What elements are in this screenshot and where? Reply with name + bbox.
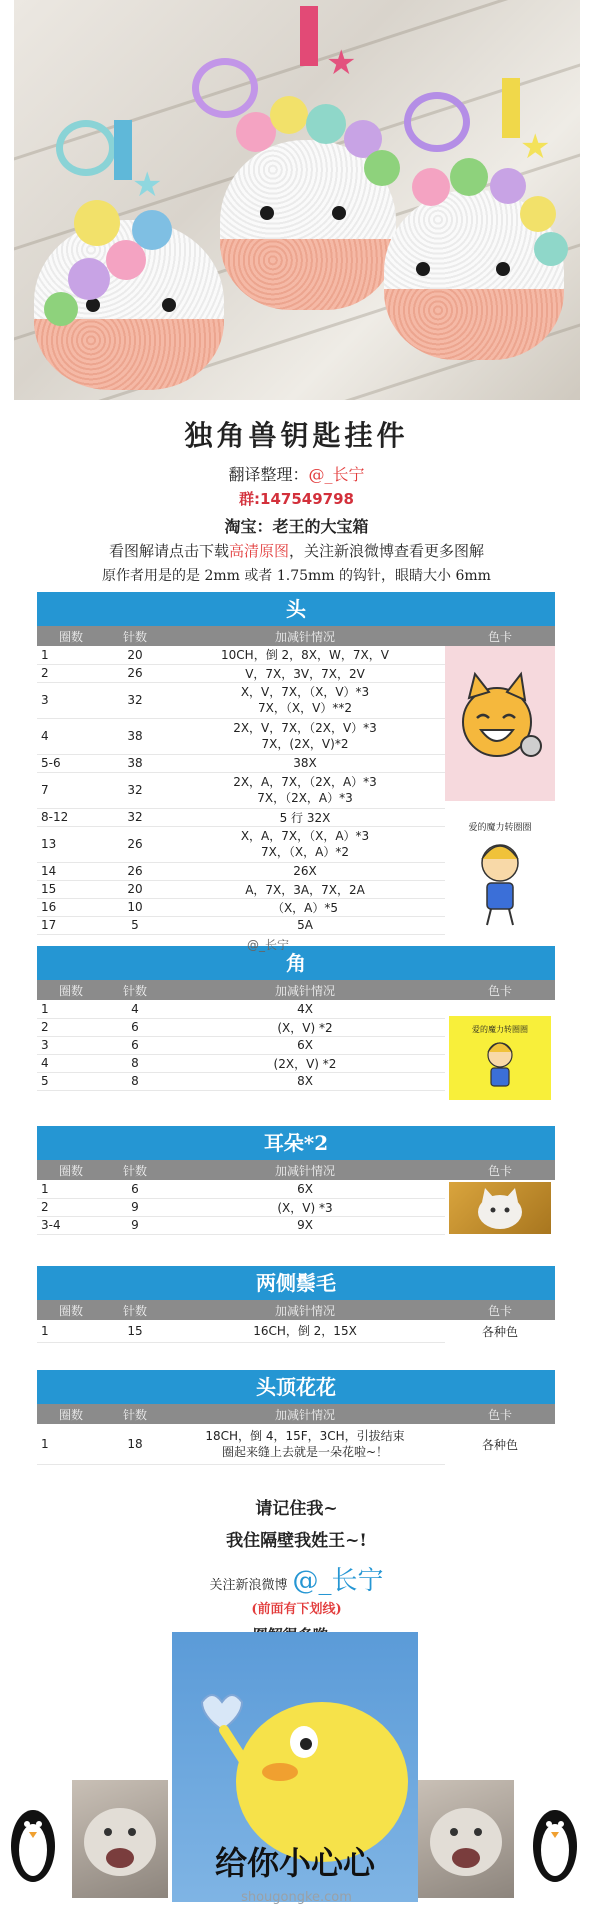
table-row: 2 6 (X，V) *2 (37, 1018, 555, 1036)
section-top-flowers-title: 头顶花花 (37, 1370, 555, 1404)
table-row: 3 6 6X (37, 1036, 555, 1054)
qq-group: 群:147549798 (239, 490, 354, 508)
col-stitches: 针数 (105, 626, 165, 646)
section-horn-title: 角 (37, 946, 555, 980)
col-round: 圈数 (37, 1404, 105, 1424)
section-ear-title: 耳朵*2 (37, 1126, 555, 1160)
table-row: 5-6 38 38X (37, 754, 555, 772)
table-row: 2 26 V，7X，3V，7X，2V (37, 664, 555, 682)
note-download-suffix: ，关注新浪微博查看更多图解 (289, 542, 485, 560)
follow-prefix: 关注新浪微博 (209, 1578, 288, 1593)
note-download (0, 540, 593, 561)
laughing-cat-right (418, 1780, 514, 1898)
col-detail: 加减针情况 (165, 1300, 445, 1320)
closing-neighbor: 我住隔壁我姓王~! (226, 1531, 367, 1551)
shop-name: 淘宝：老王的大宝箱 (224, 517, 369, 536)
closing-follow (0, 1560, 593, 1597)
table-row: 1 18 18CH，倒 4，15F，3CH，引拔结束 圈起来缝上去就是一朵花啦~！ 各种色 (37, 1424, 555, 1464)
section-top-flowers (37, 1370, 555, 1465)
cat-sticker (445, 646, 555, 801)
col-detail: 加减针情况 (165, 626, 445, 646)
girl-icon (445, 833, 555, 929)
translator-name[interactable]: @_长宁 (308, 465, 365, 484)
top-flowers-pattern-table (37, 1404, 555, 1465)
col-color: 色卡 (445, 626, 555, 646)
sticker-caption: 爱的魔力转圈圈 (472, 1025, 528, 1034)
section-ear (37, 1126, 555, 1235)
sticker-caption: 爱的魔力转圈圈 (468, 823, 532, 833)
col-stitches: 针数 (105, 1404, 165, 1424)
col-round: 圈数 (37, 626, 105, 646)
table-row: 4 8 (2X，V) *2 (37, 1054, 555, 1072)
table-row: 3 32 X，V，7X，（X，V）*3 7X，（X，V）**2 (37, 682, 555, 718)
site-watermark: shougongke.com (241, 1890, 352, 1905)
col-color: 色卡 (445, 980, 555, 1000)
closing-remember: 请记住我~ (255, 1499, 338, 1519)
table-row: 5 8 8X (37, 1072, 555, 1090)
hd-image-link[interactable]: 高清原图 (228, 542, 289, 560)
table-row: 1 15 16CH，倒 2，15X 各种色 (37, 1320, 555, 1342)
col-detail: 加减针情况 (165, 1404, 445, 1424)
meme-caption: 给你小心心 (214, 1844, 375, 1882)
col-stitches: 针数 (105, 1300, 165, 1320)
cat-icon (449, 1182, 551, 1234)
col-round: 圈数 (37, 1300, 105, 1320)
col-color: 色卡 (445, 1300, 555, 1320)
col-detail: 加减针情况 (165, 1160, 445, 1180)
section-horn (37, 938, 555, 1091)
note-download-prefix: 看图解请点击下载 (108, 542, 229, 560)
table-row: 7 32 2X，A，7X，（2X，A）*3 7X，（2X，A）*3 (37, 772, 555, 808)
weibo-watermark: @_长宁 (247, 938, 290, 952)
spinning-girl-sticker-yellow (449, 1016, 551, 1100)
col-color: 色卡 (445, 1404, 555, 1424)
table-row: 15 20 A，7X，3A，7X，2A (37, 880, 555, 898)
col-stitches: 针数 (105, 980, 165, 1000)
table-row: 1 20 10CH，倒 2，8X，W，7X，V (37, 646, 555, 664)
cat-face-icon (445, 646, 555, 801)
col-color: 色卡 (445, 1160, 555, 1180)
section-side-hair (37, 1266, 555, 1343)
table-row: 3-4 9 9X (37, 1216, 555, 1234)
section-head (37, 592, 555, 935)
table-row: 13 26 X，A，7X，（X，A）*3 7X，（X，A）*2 (37, 826, 555, 862)
unicorn-keychain-photo: ★ ★ ★ (14, 0, 580, 400)
girl-icon (449, 1035, 551, 1095)
translator-line (0, 462, 593, 485)
table-row: 14 26 26X (37, 862, 555, 880)
table-row: 1 4 4X (37, 1000, 555, 1018)
table-row: 17 5 5A (37, 916, 555, 934)
table-row: 4 38 2X，V，7X，（2X，V）*3 7X，(2X，V)*2 (37, 718, 555, 754)
page-title: 独角兽钥匙挂件 (184, 419, 409, 452)
table-row: 8-12 32 5 行 32X (37, 808, 555, 826)
section-head-title: 头 (37, 592, 555, 626)
col-detail: 加减针情况 (165, 980, 445, 1000)
note-hook-size: 原作者用是的是 2mm 或者 1.75mm 的钩针，眼睛大小 6mm (102, 568, 491, 584)
table-row: 2 9 (X，V) *3 (37, 1198, 555, 1216)
spinning-girl-sticker (445, 820, 555, 930)
laughing-cat-left (72, 1780, 168, 1898)
cat-photo-thumbnail (449, 1182, 551, 1234)
section-side-hair-title: 两侧鬃毛 (37, 1266, 555, 1300)
follow-weibo-name[interactable]: @_长宁 (292, 1566, 384, 1596)
chick-meme-image (172, 1632, 418, 1902)
col-round: 圈数 (37, 980, 105, 1000)
col-stitches: 针数 (105, 1160, 165, 1180)
col-round: 圈数 (37, 1160, 105, 1180)
translator-prefix: 翻译整理： (228, 465, 309, 484)
closing-underscore-note: (前面有下划线) (251, 1602, 342, 1617)
side-hair-pattern-table (37, 1300, 555, 1343)
table-row: 1 6 6X (37, 1180, 555, 1198)
penguin-right-icon (528, 1790, 582, 1886)
penguin-left-icon (6, 1790, 60, 1886)
table-row: 16 10 （X，A）*5 (37, 898, 555, 916)
